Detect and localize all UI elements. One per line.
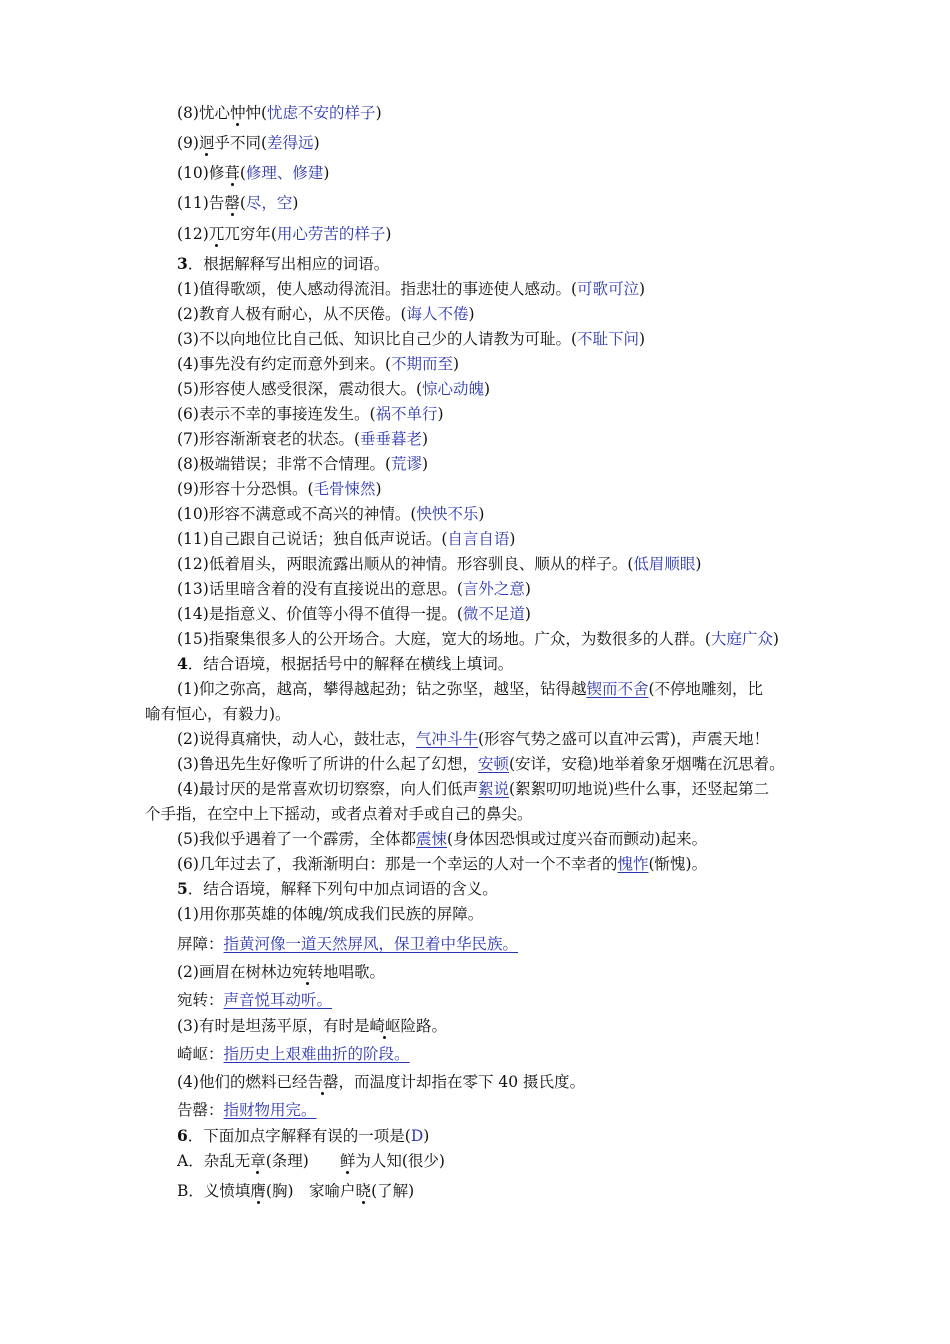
- s4-item-4: (4)最讨厌的是常喜欢切切察察，向人们低声絮说(絮絮叨叨地说)些什么事，还竖起第二: [177, 780, 770, 798]
- s3-item-7: (7)形容渐渐衰老的状态。(垂垂暮老): [177, 430, 429, 448]
- s4-item-5: (5)我似乎遇着了一个霹雳，全体都震悚(身体因恐惧或过度兴奋而颤动)起来。: [177, 830, 708, 848]
- s2-item-12: (12)兀兀穷年(用心劳苦的样子): [177, 225, 392, 243]
- s4-item-4-cont: 个手指，在空中上下摇动，或者点着对手或自己的鼻尖。: [145, 805, 533, 823]
- s3-item-3: (3)不以向地位比自己低、知识比自己少的人请教为可耻。(不耻下问): [177, 330, 646, 348]
- s5-answer-3: 崎岖：指历史上艰难曲折的阶段。: [177, 1045, 410, 1063]
- s3-item-9: (9)形容十分恐惧。(毛骨悚然): [177, 480, 382, 498]
- s3-item-13: (13)话里暗含着的没有直接说出的意思。(言外之意): [177, 580, 531, 598]
- s4-item-3: (3)鲁迅先生好像听了所讲的什么起了幻想，安顿(安详，安稳)地举着象牙烟嘴在沉思着。: [177, 755, 785, 773]
- s2-item-11: (11)告罄(尽，空): [177, 194, 299, 212]
- s3-item-6: (6)表示不幸的事接连发生。(祸不单行): [177, 405, 444, 423]
- s6-heading: 6．下面加点字解释有误的一项是(D): [177, 1126, 430, 1145]
- s4-item-6: (6)几年过去了，我渐渐明白：那是一个幸运的人对一个不幸者的愧怍(惭愧)。: [177, 855, 708, 873]
- s2-item-10: (10)修葺(修理、修建): [177, 164, 330, 182]
- s3-item-8: (8)极端错误；非常不合情理。(荒谬): [177, 455, 429, 473]
- s3-item-1: (1)值得歌颂，使人感动得流泪。指悲壮的事迹使人感动。(可歌可泣): [177, 280, 646, 298]
- s3-item-14: (14)是指意义、价值等小得不值得一提。(微不足道): [177, 605, 531, 623]
- s3-item-15: (15)指聚集很多人的公开场合。大庭，宽大的场地。广众，为数很多的人群。(大庭广众): [177, 630, 779, 648]
- s5-answer-4: 告罄：指财物用完。: [177, 1101, 317, 1119]
- s3-heading: 3．根据解释写出相应的词语。: [177, 254, 390, 273]
- s5-question-1: (1)用你那英雄的体魄/筑成我们民族的屏障。: [177, 905, 484, 923]
- s5-question-2: (2)画眉在树林边宛转地唱歌。: [177, 963, 385, 981]
- s3-item-4: (4)事先没有约定而意外到来。(不期而至): [177, 355, 460, 373]
- s4-item-1: (1)仰之弥高，越高，攀得越起劲；钻之弥坚，越坚，钻得越锲而不舍(不停地雕刻，比: [177, 680, 764, 698]
- s3-item-2: (2)教育人极有耐心，从不厌倦。(诲人不倦): [177, 305, 475, 323]
- s5-heading: 5．结合语境，解释下列句中加点词语的含义。: [177, 879, 498, 898]
- s6-option-a: A．杂乱无章(条理) 鲜为人知(很少): [177, 1152, 445, 1170]
- s5-answer-1: 屏障：指黄河像一道天然屏风，保卫着中华民族。: [177, 935, 519, 953]
- s3-item-5: (5)形容使人感受很深，震动很大。(惊心动魄): [177, 380, 491, 398]
- s3-item-10: (10)形容不满意或不高兴的神情。(怏怏不乐): [177, 505, 485, 523]
- s5-answer-2: 宛转：声音悦耳动听。: [177, 991, 333, 1009]
- s3-item-11: (11)自己跟自己说话；独自低声说话。(自言自语): [177, 530, 516, 548]
- s4-item-1-cont: 喻有恒心，有毅力)。: [145, 705, 291, 723]
- s3-item-12: (12)低着眉头，两眼流露出顺从的神情。形容驯良、顺从的样子。(低眉顺眼): [177, 555, 702, 573]
- s2-item-9: (9)迥乎不同(差得远): [177, 134, 320, 152]
- s5-question-3: (3)有时是坦荡平原，有时是崎岖险路。: [177, 1017, 447, 1035]
- s6-option-b: B．义愤填膺(胸) 家喻户晓(了解): [177, 1182, 415, 1200]
- s4-item-2: (2)说得真痛快，动人心，鼓壮志，气冲斗牛(形容气势之盛可以直冲云霄)，声震天地！: [177, 730, 770, 748]
- s2-item-8: (8)忧心忡忡(忧虑不安的样子): [177, 104, 382, 122]
- s4-heading: 4．结合语境，根据括号中的解释在横线上填词。: [177, 654, 514, 673]
- s5-question-4: (4)他们的燃料已经告罄，而温度计却指在零下 40 摄氏度。: [177, 1073, 586, 1091]
